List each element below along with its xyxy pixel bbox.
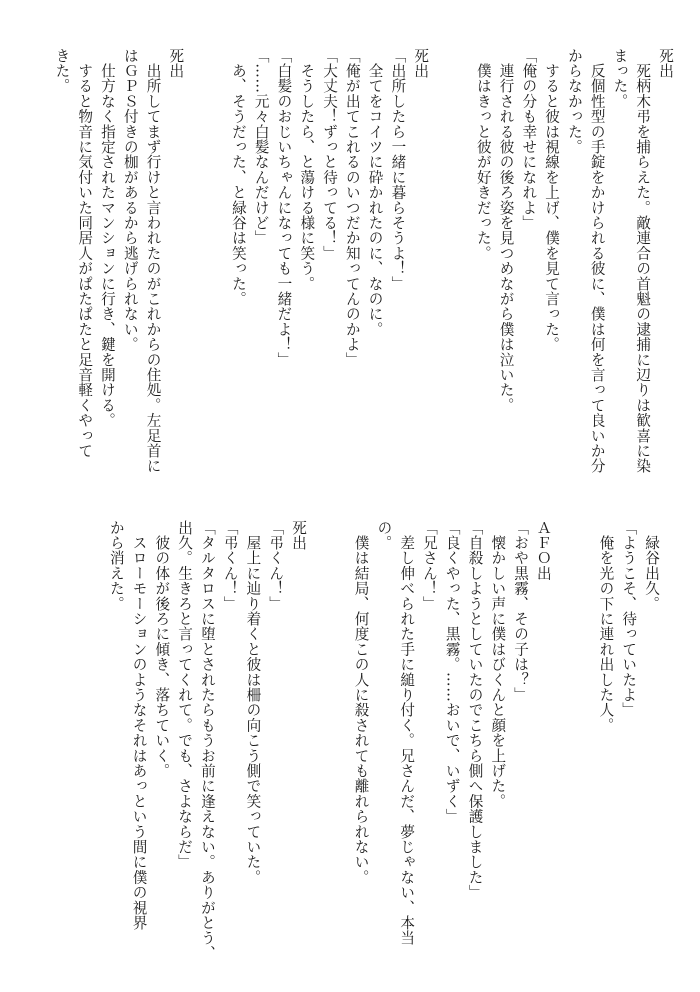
text-line: はＧＰＳ付きの枷があるから逃げられない。 [121,48,139,352]
text-line: 僕は結局、何度この人に殺されても離れられない。 [352,520,370,885]
text-line: 反個性型の手錠をかけられる彼に、僕は何を言って良いか分 [588,48,606,474]
text-line: すると物音に気付いた同居人がぱたぱたと足音軽くやって [76,48,94,459]
text-line: 「弔くん！」 [221,520,239,612]
text-line: 「兄さん！」 [420,520,438,612]
lower-tier [100,520,658,960]
block-heading: 死出 [412,48,430,79]
text-line: の。 [375,520,393,551]
text-line: 「……元々白髪なんだけど」 [252,48,270,246]
text-line: 「良くやった、黒霧。……おいで、いずく」 [443,520,461,824]
text-line: スローモーションのようなそれはあっという間に僕の視界 [130,520,148,931]
block-heading: 死出 [290,520,307,551]
text-line: 仕方なく指定されたマンションに行き、鍵を開ける。 [98,48,116,428]
text-line: 連行される彼の後ろ姿を見つめながら僕は泣いた。 [497,48,515,413]
text-line: 懐かしい声に僕はびくんと顔を上げた。 [489,520,507,809]
text-line: 俺を光の下に連れ出した人。 [597,520,615,733]
text-line: 「おや黒霧、その子は？」 [512,520,530,703]
text-line: 「俺が出てこれるのいつだか知ってんのかよ」 [343,48,361,368]
text-line: まった。 [611,48,629,109]
text-line: そうしたら、と蕩ける様に笑う。 [298,48,316,292]
text-line: から消えた。 [107,520,125,612]
text-line: 全てをコイツに砕かれたのに、なのに。 [366,48,384,337]
text-line: 出久。生きろと言ってくれて。でも、さよならだ」 [176,520,194,870]
text-line: 彼の体が後ろに傾き、落ちていく。 [153,520,171,779]
text-line: 「白髪のおじいちゃんになっても一緒だよ！」 [275,48,293,368]
block-heading: 死出 [657,48,674,79]
text-line: 「タルタロスに堕とされたらもうお前に逢えない。ありがとう、 [198,520,216,961]
text-line: 「弔くん！」 [267,520,285,612]
text-line: 出所してまず行けと言われたのがこれからの住処。左足首に [144,48,162,474]
text-line: からなかった。 [565,48,583,155]
text-line: きた。 [53,48,71,94]
text-line: 「大丈夫！ずっと待ってる！」 [321,48,339,261]
block-heading: ＡＦＯ出 [534,520,552,581]
text-line: 「俺の分も幸せになれよ」 [520,48,538,231]
text-line: 屋上に辿り着くと彼は柵の向こう側で笑っていた。 [244,520,262,885]
text-line: 差し伸べられた手に縋り付く。兄さんだ、夢じゃない、本当 [398,520,416,946]
text-line: 緑谷出久。 [643,520,660,612]
text-line: 死柄木弔を捕らえた。敵連合の首魁の逮捕に辺りは歓喜に染 [634,48,652,474]
upper-tier [46,48,672,488]
block-heading: 死出 [167,48,185,79]
text-line: あ、そうだった、と緑谷は笑った。 [229,48,247,307]
text-line: 「ようこそ、待っていたよ」 [620,520,638,718]
text-line: 「自殺しようとしていたのでこちら側へ保護しました」 [466,520,484,900]
text-line: すると彼は視線を上げ、僕を見て言った。 [543,48,561,352]
text-line: 「出所したら一緒に暮らそうよ！」 [389,48,407,292]
text-line: 僕はきっと彼が好きだった。 [474,48,492,261]
